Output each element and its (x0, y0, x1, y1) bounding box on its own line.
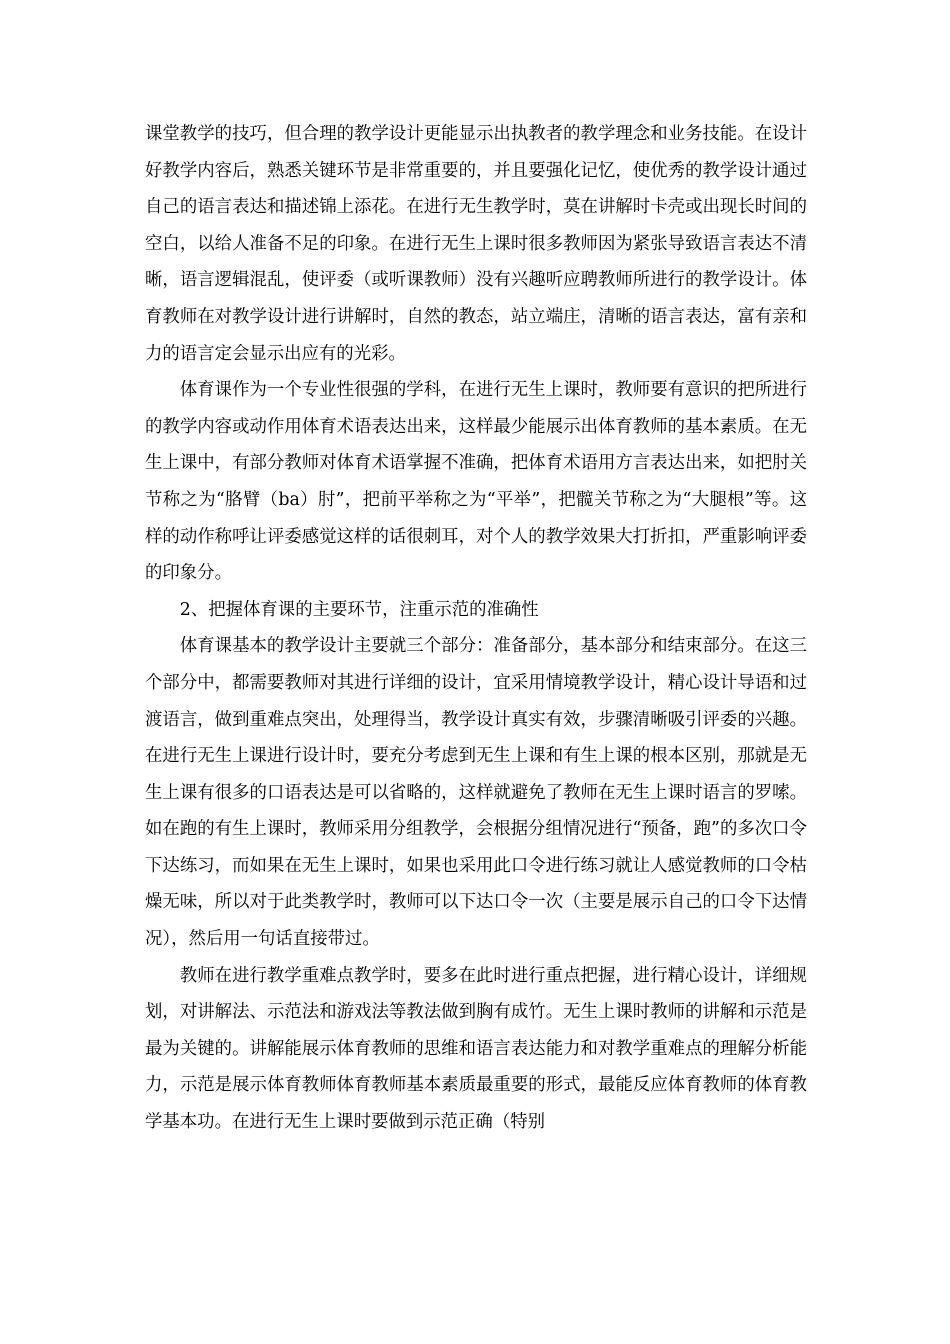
document-body (145, 116, 807, 1141)
section-heading: 2、把握体育课的主要环节，注重示范的准确性 (179, 599, 539, 620)
paragraph-terminology: 体育课作为一个专业性很强的学科，在进行无生上课时，教师要有意识的把所进行的教学内容或动作用体育术语表达出来，这样最少能展示出体育教师的基本素质。在无生上课中，有部分教师对体育术语掌握不准确，把体育术语用方言表达出来，如把肘关节称之为“胳臂（ba）肘”，把前平举称之为“平举”，把髋关节称之为“大腿根”等。这样的动作称呼让评委感觉这样的话很刺耳，对个人的教学效果大打折扣，严重影响评委的印象分。 (145, 380, 807, 584)
paragraph-continuation: 课堂教学的技巧，但合理的教学设计更能显示出执教者的教学理念和业务技能。在设计好教学内容后，熟悉关键环节是非常重要的，并且要强化记忆，使优秀的教学设计通过自己的语言表达和描述锦上添花。在进行无生教学时，莫在讲解时卡壳或出现长时间的空白，以给人准备不足的印象。在进行无生上课时很多教师因为紧张导致语言表达不清晰，语言逻辑混乱，使评委（或听课教师）没有兴趣听应聘教师所进行的教学设计。体育教师在对教学设计进行讲解时，自然的教态，站立端庄，清晰的语言表达，富有亲和力的语言定会显示出应有的光彩。 (145, 124, 807, 364)
paragraph-lesson-structure: 体育课基本的教学设计主要就三个部分：准备部分，基本部分和结束部分。在这三个部分中，都需要教师对其进行详细的设计，宜采用情境教学设计，精心设计导语和过渡语言，做到重难点突出，处理得当，教学设计真实有效，步骤清晰吸引评委的兴趣。在进行无生上课进行设计时，要充分考虑到无生上课和有生上课的根本区别，那就是无生上课有很多的口语表达是可以省略的，这样就避免了教师在无生上课时语言的罗嗦。如在跑的有生上课时，教师采用分组教学，会根据分组情况进行“预备，跑”的多次口令下达练习，而如果在无生上课时，如果也采用此口令进行练习就让人感觉教师的口令枯燥无味，所以对于此类教学时，教师可以下达口令一次（主要是展示自己的口令下达情况），然后用一句话直接带过。 (145, 636, 807, 950)
paragraph-key-points: 教师在进行教学重难点教学时，要多在此时进行重点把握，进行精心设计，详细规划，对讲解法、示范法和游戏法等教法做到胸有成竹。无生上课时教师的讲解和示范是最为关键的。讲解能展示体育教师的思维和语言表达能力和对教学重难点的理解分析能力，示范是展示体育教师体育教师基本素质最重要的形式，最能反应体育教师的体育教学基本功。在进行无生上课时要做到示范正确（特别 (145, 965, 807, 1133)
